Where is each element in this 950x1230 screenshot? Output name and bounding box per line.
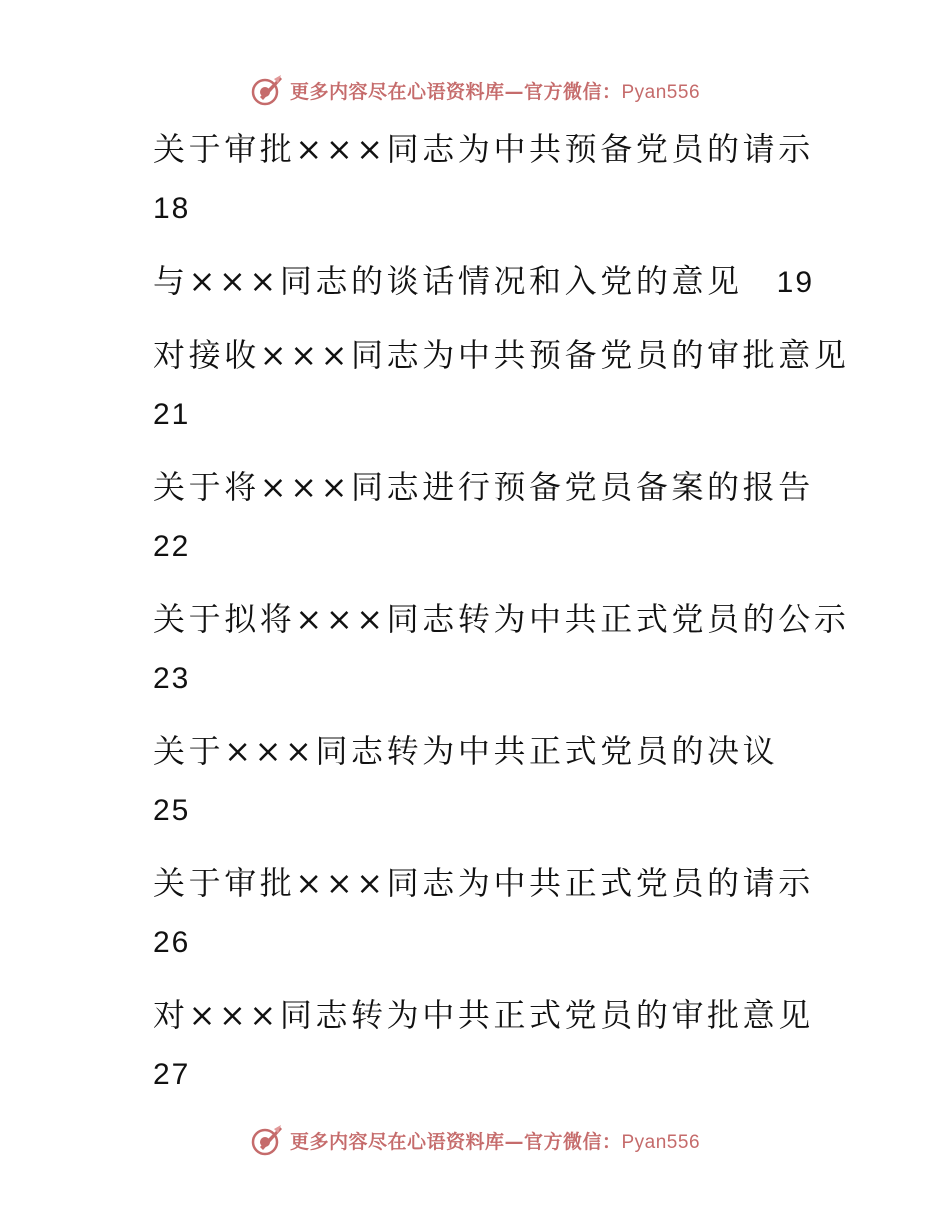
- toc-entry: [153, 590, 913, 706]
- toc-entry-title: 关于将×××同志进行预备党员备案的报告: [153, 468, 814, 506]
- toc-entry-page: 26: [153, 926, 191, 959]
- banner-text: 更多内容尽在心语资料库—官方微信：Pyan556: [289, 1130, 701, 1153]
- toc-entry-page: 19: [776, 266, 815, 299]
- toc-list: [153, 120, 913, 1102]
- footer-banner: [0, 1120, 950, 1160]
- toc-entry: [153, 252, 913, 310]
- toc-entry-page: 23: [153, 662, 191, 695]
- header-banner: [0, 70, 950, 110]
- toc-entry-title: 关于拟将×××同志转为中共正式党员的公示: [153, 600, 850, 638]
- toc-entry: [153, 854, 913, 970]
- toc-entry: [153, 326, 913, 442]
- toc-entry-page: 27: [153, 1058, 191, 1091]
- toc-entry-title: 对接收×××同志为中共预备党员的审批意见: [153, 336, 850, 374]
- toc-entry-title: 关于审批×××同志为中共预备党员的请示: [153, 130, 814, 168]
- toc-entry-title: 关于×××同志转为中共正式党员的决议: [153, 732, 779, 770]
- toc-entry-page: 21: [153, 398, 191, 431]
- toc-entry-page: 25: [153, 794, 191, 827]
- toc-entry-page: 18: [153, 192, 191, 225]
- quill-pen-logo-icon: [250, 73, 284, 107]
- banner-text: 更多内容尽在心语资料库—官方微信：Pyan556: [289, 80, 701, 103]
- toc-entry-title: 与×××同志的谈话情况和入党的意见: [153, 262, 743, 300]
- toc-entry: [153, 986, 913, 1102]
- toc-entry: [153, 120, 913, 236]
- toc-entry-page: 22: [153, 530, 191, 563]
- toc-entry: [153, 458, 913, 574]
- toc-entry: [153, 722, 913, 838]
- quill-pen-logo-icon: [250, 1123, 284, 1157]
- toc-entry-title: 对×××同志转为中共正式党员的审批意见: [153, 996, 814, 1034]
- toc-entry-title: 关于审批×××同志为中共正式党员的请示: [153, 864, 814, 902]
